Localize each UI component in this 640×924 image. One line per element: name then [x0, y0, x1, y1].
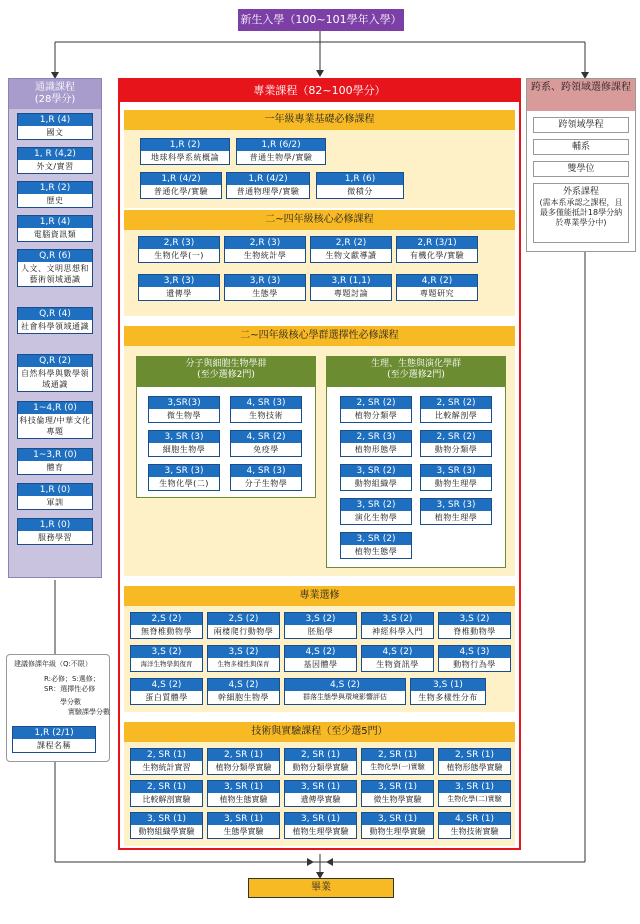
course-code: Q,R (6)	[18, 250, 92, 262]
course-name: 微生物學實驗	[373, 795, 422, 804]
course-card	[230, 464, 302, 491]
course-code: 2,R (2)	[311, 237, 391, 249]
course-code: 4,S (2)	[131, 679, 202, 691]
course-card	[207, 645, 280, 672]
course-code: 4,S (2)	[208, 679, 279, 691]
course-code: 3,R (3)	[139, 275, 219, 287]
course-code: 3,S (2)	[208, 646, 279, 658]
course-name: 蛋白質體學	[145, 693, 188, 702]
course-name: 普通化學/實驗	[153, 187, 209, 196]
legend-rs-text: R:必修；S:選修；	[44, 675, 100, 683]
course-name: 動物生理學	[434, 479, 478, 488]
course-card	[236, 138, 326, 165]
course-card	[310, 236, 392, 263]
course-name: 生物化學(二)	[159, 479, 209, 488]
course-card	[284, 678, 406, 705]
course-card	[17, 401, 93, 439]
legend-sample-name: 課程名稱	[37, 741, 71, 750]
course-code: 1,R (4)	[18, 114, 92, 126]
course-code: 2,R (3/1)	[397, 237, 477, 249]
course-code: 4,S (2)	[285, 646, 356, 658]
course-name: 地球科學系統概論	[151, 153, 219, 162]
course-name: 社會科學領域通識	[21, 322, 89, 331]
course-card	[316, 172, 404, 199]
course-card	[410, 678, 486, 705]
course-code: 3, SR (1)	[285, 813, 356, 825]
course-name: 植物生態學	[354, 547, 398, 556]
legend-credit-text: 學分數	[60, 698, 81, 706]
course-name: 植物生理學實驗	[292, 827, 349, 836]
course-card	[284, 812, 357, 839]
course-code: 1~4,R (0)	[18, 402, 92, 414]
course-name: 服務學習	[38, 533, 72, 542]
course-name: 歷史	[46, 196, 64, 205]
legend-lab-text: 實驗課學分數	[68, 708, 110, 716]
general-title: 通識課程	[35, 82, 75, 93]
course-card	[140, 172, 222, 199]
course-card	[340, 430, 412, 457]
course-card	[420, 464, 492, 491]
course-name: 演化生物學	[354, 513, 398, 522]
course-name: 生物化學(一)實驗	[370, 763, 425, 771]
course-name: 軍訓	[46, 498, 64, 507]
course-code: 3, SR (1)	[208, 813, 279, 825]
cross-panel	[526, 78, 636, 252]
course-code: 1,R (4/2)	[227, 173, 309, 185]
course-card	[396, 236, 478, 263]
course-card	[17, 181, 93, 208]
course-code: 3,S (2)	[131, 646, 202, 658]
course-card	[438, 780, 511, 807]
general-subtitle: (28學分)	[34, 94, 76, 105]
course-code: 3,S (2)	[362, 613, 433, 625]
course-code: 2, SR (2)	[421, 397, 491, 409]
course-card	[230, 430, 302, 457]
course-code: 4, SR (3)	[231, 397, 301, 409]
course-card	[130, 678, 203, 705]
course-card	[207, 678, 280, 705]
course-card	[130, 812, 203, 839]
course-code: 2, SR (1)	[131, 781, 202, 793]
course-card	[438, 812, 511, 839]
course-card	[17, 483, 93, 510]
course-code: 2, SR (3)	[341, 431, 411, 443]
course-name: 幹細胞生物學	[218, 693, 269, 702]
course-name: 微生物學	[167, 411, 201, 420]
course-card	[224, 274, 306, 301]
course-name: 動物分類學	[434, 445, 478, 454]
course-name: 生物統計學	[243, 251, 287, 260]
course-card	[420, 430, 492, 457]
cross-item	[533, 117, 629, 133]
course-code: 2, SR (1)	[208, 749, 279, 761]
course-name: 基因體學	[303, 660, 338, 669]
course-name: 普通生物學/實驗	[249, 153, 313, 162]
course-name: 電腦資訊類	[33, 230, 77, 239]
course-card	[138, 236, 220, 263]
course-name: 專題研究	[420, 289, 454, 298]
course-code: 2,S (2)	[131, 613, 202, 625]
course-name: 群落生態學與環境影響評估	[303, 693, 387, 701]
course-card	[148, 430, 220, 457]
course-card	[207, 812, 280, 839]
legend-sample-card	[12, 726, 96, 753]
course-name: 生物文獻導讀	[325, 251, 377, 260]
course-card	[207, 780, 280, 807]
course-card	[284, 612, 357, 639]
course-card	[130, 780, 203, 807]
course-name: 生態學	[252, 289, 278, 298]
course-card	[130, 748, 203, 775]
course-card	[17, 249, 93, 287]
course-card	[340, 532, 412, 559]
course-code: 3,S (2)	[439, 613, 510, 625]
course-code: 3,SR(3)	[149, 397, 219, 409]
course-name: 國文	[46, 128, 64, 137]
lab-title: 技術與實驗課程（至少選5門）	[251, 726, 388, 737]
course-name: 生物統計實習	[142, 763, 191, 772]
course-code: 3, SR (2)	[341, 533, 411, 545]
course-card	[361, 780, 434, 807]
major-title: 專業課程（82~100學分）	[253, 84, 386, 97]
course-code: 2, SR (1)	[439, 749, 510, 761]
course-card	[438, 645, 511, 672]
course-name: 科技倫理/中華文化專題	[19, 416, 91, 436]
course-card	[148, 396, 220, 423]
course-code: 4,S (2)	[362, 646, 433, 658]
course-name: 生物化學(一)	[154, 251, 204, 260]
electives-title-bar	[124, 586, 515, 606]
course-name: 比較解剖學	[434, 411, 478, 420]
course-code: 3, SR (3)	[149, 431, 219, 443]
course-name: 胚胎學	[307, 627, 334, 636]
course-name: 植物生態實驗	[219, 795, 268, 804]
course-name: 生物技術	[249, 411, 283, 420]
course-code: 3, SR (1)	[285, 781, 356, 793]
course-name: 植物分類學	[354, 411, 398, 420]
cross-header	[527, 79, 635, 111]
course-code: 2, SR (1)	[285, 749, 356, 761]
course-code: 1,R (6)	[317, 173, 403, 185]
course-card	[284, 748, 357, 775]
course-name: 體育	[46, 463, 64, 472]
course-code: 3, SR (2)	[341, 465, 411, 477]
lab-title-bar	[124, 722, 515, 742]
course-code: 2, SR (1)	[362, 749, 433, 761]
course-card	[17, 307, 93, 334]
course-name: 人文、文明思想和藝術領域通識	[21, 264, 89, 284]
cluster-title-bar	[124, 326, 515, 346]
outer-course-title: 外系課程	[562, 187, 599, 197]
course-name: 遺傳學	[166, 289, 192, 298]
course-card	[340, 396, 412, 423]
course-code: 2,R (3)	[139, 237, 219, 249]
cross-title: 跨系、跨領域選修課程	[531, 82, 631, 93]
graduation-box	[248, 878, 394, 898]
course-card	[224, 236, 306, 263]
general-panel	[8, 78, 102, 578]
graduation-title: 畢業	[311, 882, 331, 893]
outer-course-box	[533, 183, 629, 243]
course-code: Q,R (2)	[18, 355, 92, 367]
course-code: 3, SR (1)	[131, 813, 202, 825]
course-card	[340, 498, 412, 525]
course-code: 1,R (2)	[141, 139, 229, 151]
cross-item-label: 雙學位	[567, 164, 595, 174]
course-code: 3, SR (1)	[362, 781, 433, 793]
course-code: 1,R (4/2)	[141, 173, 221, 185]
course-card	[130, 612, 203, 639]
course-code: 3, SR (3)	[421, 499, 491, 511]
course-name: 動物組織學	[354, 479, 398, 488]
course-card	[420, 396, 492, 423]
course-name: 動物行為學	[453, 660, 496, 669]
course-code: 4,S (3)	[439, 646, 510, 658]
basic-title: 一年級專業基礎必修課程	[264, 114, 375, 125]
cluster-left-header	[137, 357, 315, 387]
course-code: 1,R (0)	[18, 484, 92, 496]
course-card	[396, 274, 478, 301]
course-code: 3,S (2)	[285, 613, 356, 625]
cross-item-label: 輔系	[571, 142, 590, 152]
course-code: 3,R (1,1)	[311, 275, 391, 287]
cluster-right-title: 生理、生態與演化學群	[370, 359, 461, 369]
course-name: 遺傳學實驗	[300, 795, 341, 804]
course-code: 1, R (4,2)	[18, 148, 92, 160]
legend-sample-code: 1,R (2/1)	[13, 727, 95, 739]
course-name: 專題討論	[334, 289, 368, 298]
start-title: 新生入學（100~101學年入學）	[240, 13, 402, 26]
cross-item	[533, 139, 629, 155]
course-name: 普通物理學/實驗	[236, 187, 300, 196]
course-code: 1,R (2)	[18, 182, 92, 194]
course-name: 外文/實習	[36, 162, 74, 171]
course-card	[310, 274, 392, 301]
course-card	[130, 645, 203, 672]
course-code: 2, SR (2)	[421, 431, 491, 443]
course-name: 植物形態學實驗	[446, 763, 503, 772]
course-code: 3, SR (3)	[149, 465, 219, 477]
outer-course-note: (需本系承認之課程，且最多僅能抵計18學分納於專業學分中)	[539, 198, 623, 227]
cluster-right-subtitle: (至少選修2門)	[387, 370, 445, 380]
course-card	[438, 748, 511, 775]
course-code: 4, SR (3)	[231, 465, 301, 477]
course-card	[284, 780, 357, 807]
course-name: 比較解剖實驗	[142, 795, 191, 804]
course-name: 動物組織學實驗	[138, 827, 195, 836]
cluster-left-title: 分子與細胞生物學群	[185, 359, 267, 369]
course-name: 自然科學與數學領域通識	[21, 369, 89, 389]
course-name: 植物生理學	[434, 513, 478, 522]
course-name: 微積分	[347, 187, 373, 196]
course-name: 植物形態學	[354, 445, 398, 454]
course-card	[17, 518, 93, 545]
course-name: 細胞生物學	[162, 445, 206, 454]
course-name: 分子生物學	[244, 479, 288, 488]
cross-item	[533, 161, 629, 177]
course-code: 3, SR (3)	[421, 465, 491, 477]
course-name: 植物分類學實驗	[215, 763, 272, 772]
course-name: 生物資訊學	[376, 660, 419, 669]
cluster-left-subtitle: (至少選修2門)	[197, 370, 255, 380]
course-card	[230, 396, 302, 423]
course-name: 脊椎動物學	[453, 627, 496, 636]
course-code: Q,R (4)	[18, 308, 92, 320]
core-title-bar	[124, 210, 515, 230]
course-code: 4, SR (1)	[439, 813, 510, 825]
major-header	[120, 80, 519, 102]
course-name: 生物化學(二)實驗	[447, 795, 502, 803]
cluster-title: 二~四年級核心學群選擇性必修課程	[240, 330, 399, 341]
course-card	[17, 147, 93, 174]
course-code: 1~3,R (0)	[18, 449, 92, 461]
course-name: 生物多樣性分布	[418, 693, 478, 702]
course-card	[420, 498, 492, 525]
course-code: 3,R (3)	[225, 275, 305, 287]
course-code: 3,S (1)	[411, 679, 485, 691]
course-card	[148, 464, 220, 491]
course-card	[207, 612, 280, 639]
course-code: 4,R (2)	[397, 275, 477, 287]
course-code: 1,R (6/2)	[237, 139, 325, 151]
course-code: 3, SR (2)	[341, 499, 411, 511]
course-card	[361, 612, 434, 639]
cluster-right-header	[327, 357, 505, 387]
course-card	[138, 274, 220, 301]
course-name: 生物技術實驗	[450, 827, 499, 836]
basic-title-bar	[124, 110, 515, 130]
start-box	[238, 9, 404, 31]
course-card	[340, 464, 412, 491]
course-card	[284, 645, 357, 672]
course-name: 兩棲爬行動物學	[213, 627, 274, 636]
course-card	[17, 215, 93, 242]
course-name: 生態學實驗	[223, 827, 264, 836]
electives-title: 專業選修	[299, 590, 340, 601]
course-name: 生物多樣性與保育	[217, 660, 270, 668]
course-card	[226, 172, 310, 199]
course-name: 動物生理學實驗	[369, 827, 426, 836]
course-name: 無脊椎動物學	[141, 627, 192, 636]
course-code: 2, SR (1)	[131, 749, 202, 761]
course-card	[361, 645, 434, 672]
course-name: 動物分類學實驗	[292, 763, 349, 772]
course-code: 2, SR (2)	[341, 397, 411, 409]
cross-item-label: 跨領域學程	[558, 120, 604, 130]
course-card	[17, 354, 93, 392]
core-title: 二~四年級核心必修課程	[265, 214, 374, 225]
course-code: 1,R (0)	[18, 519, 92, 531]
course-name: 神經科學入門	[372, 627, 423, 636]
course-card	[361, 748, 434, 775]
legend-year-text: 建議修課年級（Q:不限）	[14, 660, 92, 668]
course-code: 4, SR (2)	[231, 431, 301, 443]
general-header	[9, 79, 101, 109]
course-card	[17, 113, 93, 140]
course-name: 有機化學/實驗	[409, 251, 465, 260]
course-name: 免疫學	[253, 445, 279, 454]
legend-sr-text: SR：選擇性必修	[44, 685, 96, 693]
course-card	[207, 748, 280, 775]
course-card	[438, 612, 511, 639]
course-card	[17, 448, 93, 475]
course-code: 1,R (4)	[18, 216, 92, 228]
course-card	[361, 812, 434, 839]
course-card	[140, 138, 230, 165]
course-code: 2,R (3)	[225, 237, 305, 249]
course-code: 3, SR (1)	[362, 813, 433, 825]
course-code: 3, SR (1)	[439, 781, 510, 793]
course-code: 4,S (2)	[285, 679, 405, 691]
course-code: 3, SR (1)	[208, 781, 279, 793]
course-code: 2,S (2)	[208, 613, 279, 625]
course-name: 海洋生物學與復育	[140, 660, 193, 668]
